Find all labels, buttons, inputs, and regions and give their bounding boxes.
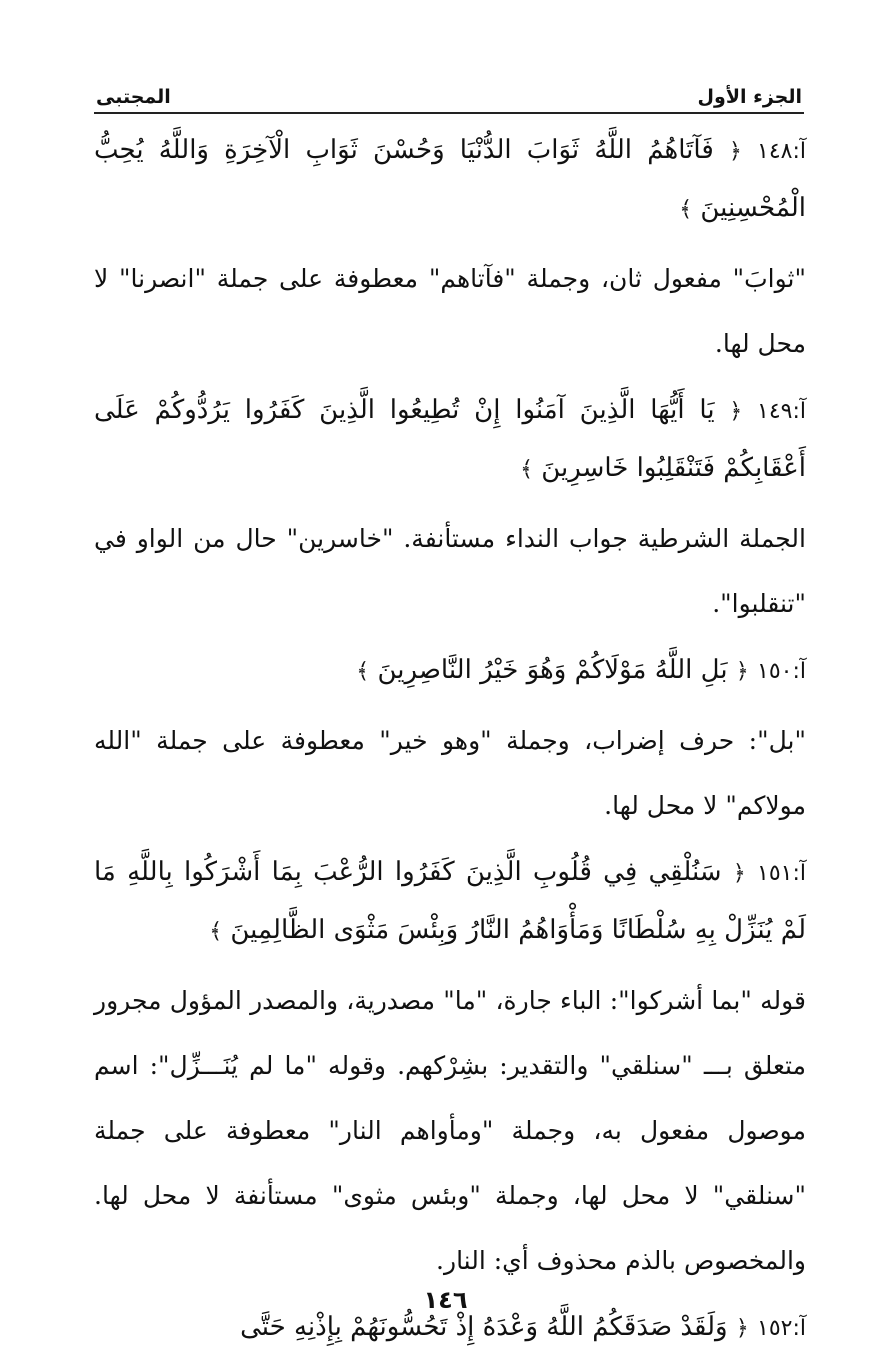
quran-close-bracket: ﴾ xyxy=(679,197,693,222)
verse-148 xyxy=(94,122,806,238)
verse-number: آ:١٥٢ xyxy=(757,1316,806,1341)
verse-number: آ:١٤٩ xyxy=(757,399,806,424)
verse-number: آ:١٥١ xyxy=(757,861,807,886)
verse-151 xyxy=(94,844,806,960)
commentary-151: قوله "بما أشركوا": الباء جارة، "ما" مصدرية، والمصدر المؤول مجرور متعلق بـــ "سنلقي" والتقدير: بشِرْكهم. وقوله "ما لم يُنَـــزِّل": اسم موصول مفعول به، وجملة "ومأواهم النار" معطوفة على جملة "سنلقي" لا محل لها، وجملة "وبئس مثوى" مستأنفة لا محل لها. والمخصوص بالذم محذوف أي: النار. xyxy=(94,986,806,1275)
verse-150 xyxy=(94,642,806,700)
page-body xyxy=(94,116,806,1365)
quran-close-bracket: ﴾ xyxy=(209,919,223,944)
verse-text: سَنُلْقِي فِي قُلُوبِ الَّذِينَ كَفَرُوا الرُّعْبَ بِمَا أَشْرَكُوا بِاللَّهِ مَا لَمْ يُنَزِّلْ بِهِ سُلْطَانًا وَمَأْوَاهُمُ النَّارُ وَبِئْسَ مَثْوَى الظَّالِمِينَ xyxy=(94,857,806,945)
book-title: المجتبى xyxy=(96,86,171,108)
commentary-150: "بل": حرف إضراب، وجملة "وهو خير" معطوفة على جملة "الله مولاكم" لا محل لها. xyxy=(94,726,806,820)
quran-open-bracket: ﴿ xyxy=(728,139,742,164)
quran-open-bracket: ﴿ xyxy=(729,399,743,424)
part-title: الجزء الأول xyxy=(697,86,802,108)
quran-open-bracket: ﴿ xyxy=(735,1316,749,1341)
commentary-148: "ثوابَ" مفعول ثان، وجملة "فآتاهم" معطوفة على جملة "انصرنا" لا محل لها. xyxy=(94,264,806,358)
verse-text: يَا أَيُّهَا الَّذِينَ آمَنُوا إِنْ تُطِيعُوا الَّذِينَ كَفَرُوا يَرُدُّوكُمْ عَلَى أَعْقَابِكُمْ فَتَنْقَلِبُوا خَاسِرِينَ xyxy=(94,395,806,483)
quran-close-bracket: ﴾ xyxy=(520,457,533,482)
page-number: ١٤٦ xyxy=(423,1286,468,1314)
verse-text: فَآتَاهُمُ اللَّهُ ثَوَابَ الدُّنْيَا وَحُسْنَ ثَوَابِ الْآخِرَةِ وَاللَّهُ يُحِبُّ الْمُحْسِنِينَ xyxy=(94,135,806,223)
verse-number: آ:١٤٨ xyxy=(757,139,806,164)
verse-149 xyxy=(94,382,806,498)
quran-open-bracket: ﴿ xyxy=(732,861,746,886)
verse-text: بَلِ اللَّهُ مَوْلَاكُمْ وَهُوَ خَيْرُ النَّاصِرِينَ xyxy=(377,655,728,685)
verse-text: وَلَقَدْ صَدَقَكُمُ اللَّهُ وَعْدَهُ إِذْ تَحُسُّونَهُمْ بِإِذْنِهِ حَتَّى xyxy=(240,1312,728,1342)
verse-number: آ:١٥٠ xyxy=(757,659,806,684)
commentary-149: الجملة الشرطية جواب النداء مستأنفة. "خاسرين" حال من الواو في "تنقلبوا". xyxy=(94,524,806,618)
quran-close-bracket: ﴾ xyxy=(356,659,370,684)
running-header xyxy=(94,86,804,114)
quran-open-bracket: ﴿ xyxy=(735,659,749,684)
